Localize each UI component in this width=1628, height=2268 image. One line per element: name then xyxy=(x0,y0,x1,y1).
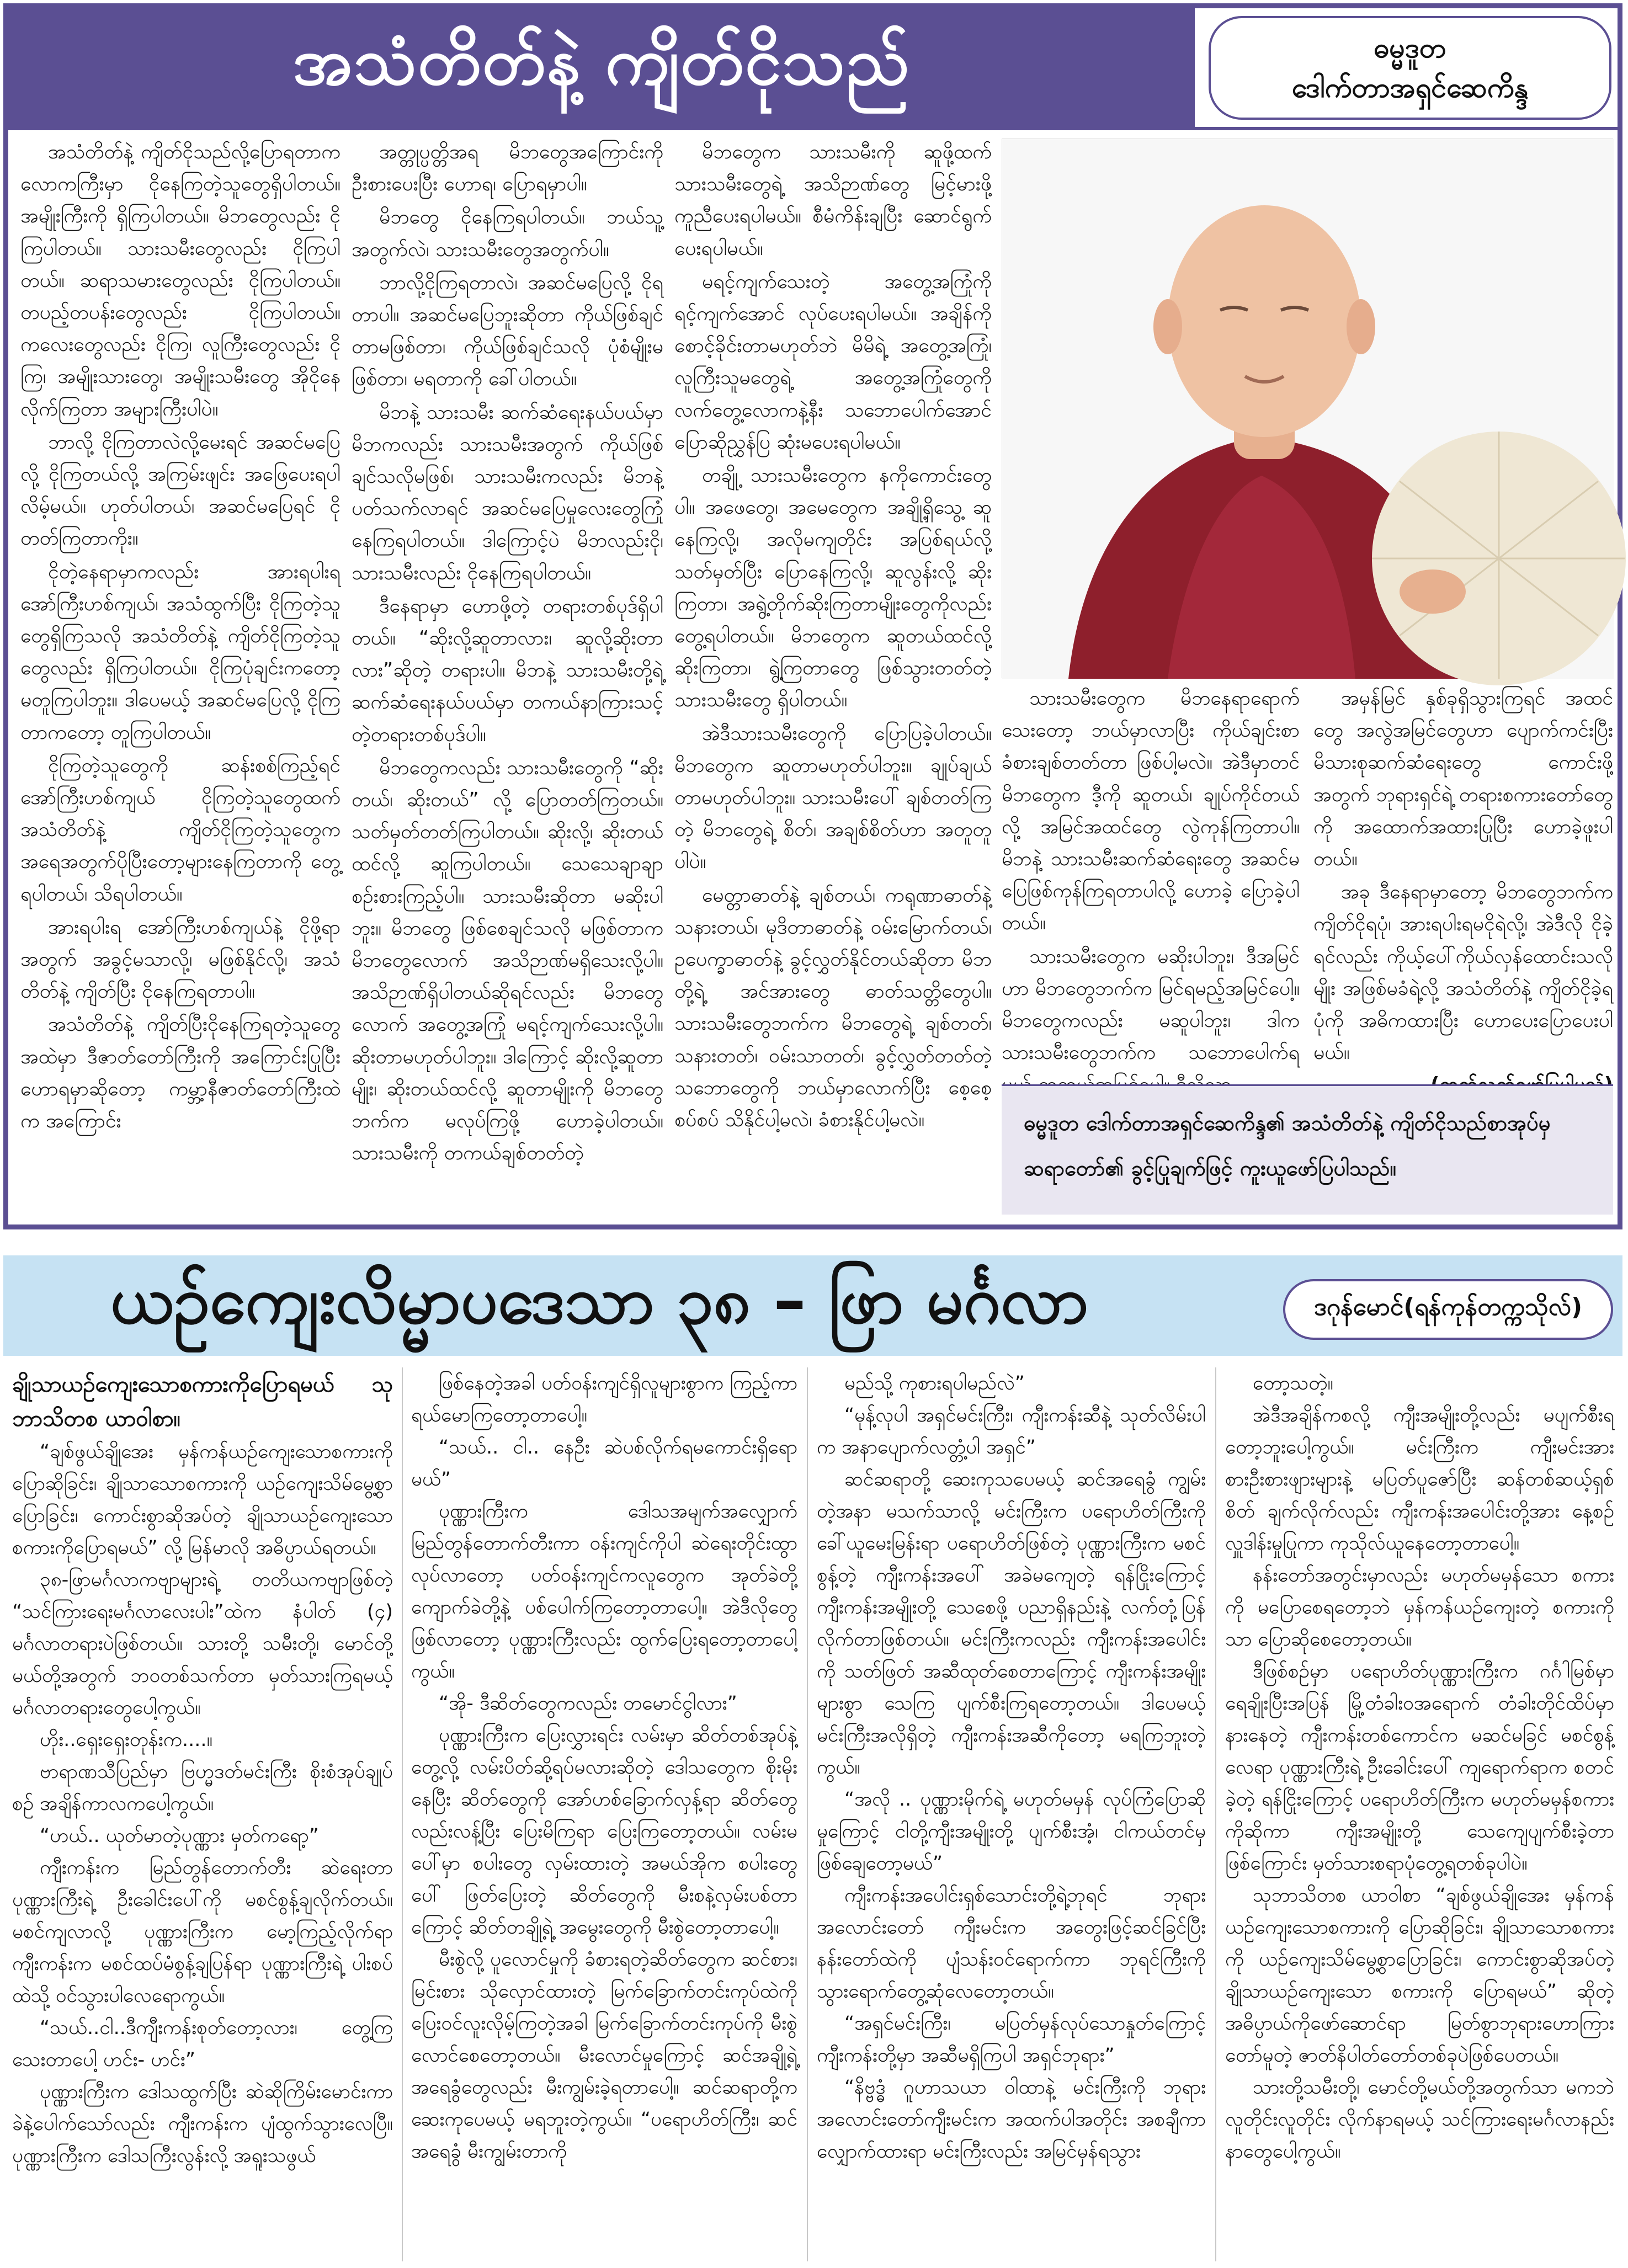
paragraph: ဟိုး..ရှေးရှေးတုန်းက....။ xyxy=(40,1729,213,1751)
article-1-title-banner xyxy=(8,8,1195,127)
paragraph: မီးစွဲလို့ ပူလောင်မှုကို ခံစားရတဲ့ဆိတ်တွေက ဆင်စား၊ မြင်းစား သိုလှောင်ထားတဲ့ မြက်ခြောက်တင်းကုပ်ထဲကို ပြေးဝင်လူးလိုမ့်ကြတဲ့အခါ မြက်ခြောက်တင်းကုပ်ကို မီးစွဲလောင်စေတော့တယ်။ မီးလောင်မှုကြောင့် ဆင်အချို့ရဲ့ အရေခွံတွေလည်း မီးကျွမ်းခဲ့ရတာပေါ့။ ဆင်ဆရာတို့က ဆေးကုပေမယ့် မရဘူးတဲ့ကွယ်။ “ပရောဟိတ်ကြီး၊ ဆင်အရေခွံ မီးကျွမ်းတာကို xyxy=(411,1948,797,2163)
paragraph: မိဘတွေကလည်း သားသမီးတွေကို “ဆိုးတယ်၊ ဆိုးတယ်” လို့ ပြောတတ်ကြတယ်။ သတ်မှတ်တတ်ကြပါတယ်။ ဆိုးလို့၊ ဆိုးတယ်ထင်လို့ ဆူကြပါတယ်။ သေသေချာချာ စဉ်းစားကြည့်ပါ။ သားသမီးဆိုတာ မဆိုးပါဘူး။ မိဘတွေ ဖြစ်စေချင်သလို မဖြစ်တာက မိဘတွေလောက် အသိဉာဏ်မရှိသေးလို့ပါ။ အသိဉာဏ်ရှိပါတယ်ဆိုရင်လည်း မိဘတွေလောက် အတွေ့အကြုံ မရင့်ကျက်သေးလို့ပါ။ ဆိုးတာမဟုတ်ပါဘူး။ ဒါကြောင့် ဆိုးလို့ဆူတာမျိုး၊ ဆိုးတယ်ထင်လို့ ဆူတာမျိုးကို မိဘတွေဘက်က မလုပ်ကြဖို့ ဟောခဲ့ပါတယ်။ သားသမီးကို တကယ်ချစ်တတ်တဲ့ xyxy=(352,756,663,1165)
paragraph: သားတို့သမီးတို့၊ မောင်တို့မယ်တို့အတွက်သာ မကဘဲ လူတိုင်းလူတိုင်း လိုက်နာရမယ့် သင်ကြားရေးမင်္ဂလာနည်းနာတွေပေါ့ကွယ်။ xyxy=(1225,2077,1614,2163)
paragraph: သားသမီးတွေက မိဘနေရာရောက်သေးတော့ ဘယ်မှာလာပြီး ကိုယ်ချင်းစာခံစားချစ်တတ်တာ ဖြစ်ပါ့မလဲ။ အဲဒီမှာတင် မိဘတွေက ဒီ့ကို ဆူတယ်၊ ချုပ်ကိုင်တယ်လို့ အမြင်အထင်တွေ လွဲကုန်ကြတာပါ။ မိဘနဲ့ သားသမီးဆက်ဆံရေးတွေ အဆင်မပြေဖြစ်ကုန်ကြရတာပါလို့ ဟောခဲ့ ပြောခဲ့ပါတယ်။ xyxy=(1002,687,1300,935)
paragraph: “အို- ဒီဆိတ်တွေကလည်း တမောင်ငွါလား” xyxy=(439,1692,737,1715)
byline-author: ဒေါက်တာအရှင်ဆေကိန္ဒ xyxy=(1291,72,1529,104)
paragraph: ဒီဖြစ်စဉ်မှာ ပရောဟိတ်ပုဏ္ဏားကြီးက ဂင်္ဂါမြစ်မှာ ရေချိုးပြီးအပြန် မြို့တံခါးဝအရောက် တံခါးတိုင်ထိပ်မှာ နားနေတဲ့ ကျီးကန်းတစ်ကောင်က မဆင်မခြင် မစင်စွန့်လေရာ ပုဏ္ဏားကြီးရဲ့ ဦးခေါင်းပေါ် ကျရောက်ရာက စတင်ခဲ့တဲ့ ရန်ငြိုးကြောင့် ပရောဟိတ်ကြီးက မဟုတ်မမှန်စကားကိုဆိုကာ ကျီးအမျိုးတို့ သေကျေပျက်စီးခဲ့တာဖြစ်ကြောင်း မှတ်သားစရာပုံတွေ့ရတစ်ခုပါပဲ။ xyxy=(1225,1660,1614,1875)
paragraph: မိဘနဲ့ သားသမီး ဆက်ဆံရေးနယ်ပယ်မှာ မိဘကလည်း သားသမီးအတွက် ကိုယ်ဖြစ်ချင်သလိုမဖြစ်၊ သားသမီးကလည်း မိဘနဲ့ပတ်သက်လာရင် အဆင်မပြေမှုလေးတွေကြုံနေကြရပါတယ်။ ဒါကြောင့်ပဲ မိဘလည်းငို၊ သားသမီးလည်း ငိုနေကြရပါတယ်။ xyxy=(352,401,663,584)
paragraph: မရင့်ကျက်သေးတဲ့ အတွေ့အကြုံကို ရင့်ကျက်အောင် လုပ်ပေးရပါမယ်။ အချိန်ကို စောင့်ခိုင်းတာမဟုတ်ဘဲ မိမိရဲ့ အတွေ့အကြုံ၊ လူကြီးသူမတွေရဲ့ အတွေ့အကြုံတွေကို လက်တွေ့လောကနဲ့နီး သဘောပေါက်အောင် ပြောဆိုညွှန်ပြ ဆုံးမပေးရပါမယ်။ xyxy=(674,270,992,454)
paragraph: ငိုတဲ့နေရာမှာကလည်း အားရပါးရ အော်ကြီးဟစ်ကျယ်၊ အသံထွက်ပြီး ငိုကြတဲ့သူတွေရှိကြသလို အသံတိတ်နဲ့ ကျိတ်ငိုကြတဲ့သူတွေလည်း ရှိကြပါတယ်။ ငိုကြပုံချင်းကတော့ မတူကြပါဘူး။ ဒါပေမယ့် အဆင်မပြေလို့ ငိုကြတာကတော့ တူကြပါတယ်။ xyxy=(20,560,341,744)
paragraph: အတ္တုပ္ပတ္တိအရ မိဘတွေအကြောင်းကို ဦးစားပေးပြီး ဟောရ၊ ပြောရမှာပါ။ xyxy=(352,141,663,196)
article-2-byline-text: ဒဂုန်မောင်(ရန်ကုန်တက္ကသိုလ်) xyxy=(1313,1293,1583,1321)
paragraph: ပုဏ္ဏားကြီးက ဒေါသထွက်ပြီး ဆဲဆိုကြိမ်းမောင်းကာ ခဲနဲ့ပေါက်သော်လည်း ကျီးကန်းက ပျံထွက်သွားလေပြီ။ ပုဏ္ဏားကြီးက ဒေါသကြီးလွန်းလို့ အရူးသဖွယ် xyxy=(12,2081,393,2167)
article-1-source-credit xyxy=(1002,1084,1613,1215)
paragraph: ပုဏ္ဏားကြီးက ပြေးလွှားရင်း လမ်းမှာ ဆိတ်တစ်အုပ်နဲ့တွေ့လို့ လမ်းပိတ်ဆို့ရပ်မလားဆိုတဲ့ ဒေါသတွေက စိုးမိုးနေပြီး ဆိတ်တွေကို အော်ဟစ်ခြောက်လှန့်ရာ ဆိတ်တွေလည်းလန့်ပြီး ပြေးမိကြရာ ပြေးကြတော့တယ်။ လမ်းမပေါ်မှာ စပါးတွေ လှမ်းထားတဲ့ အမယ်အိုက စပါးတွေပေါ် ဖြတ်ပြေးတဲ့ ဆိတ်တွေကို မီးစနဲ့လှမ်းပစ်တာကြောင့် ဆိတ်တချို့ရဲ့ အမွေးတွေကို မီးစွဲတော့တာပေါ့။ xyxy=(411,1724,797,1939)
article-2-column-1 xyxy=(12,1367,393,2261)
article-2-column-3 xyxy=(817,1367,1206,2261)
monk-portrait-photo xyxy=(1002,139,1613,678)
paragraph: သားသမီးတွေက မဆိုးပါဘူး၊ ဒီအမြင်ဟာ မိဘတွေဘက်က မြင်ရမည့်အမြင်ပေါ့။ မိဘတွေကလည်း မဆူပါဘူး၊ ဒါက သားသမီးတွေဘက်က သဘောပေါက်ရ xyxy=(1002,945,1300,1064)
paragraph: ဘာလို့ ငိုကြတာလဲလို့မေးရင် အဆင်မပြေလို့ ငိုကြတယ်လို့ အကြမ်းဖျင်း အဖြေပေးရပါလိမ့်မယ်။ ဟုတ်ပါတယ်၊ အဆင်မပြေရင် ငိုတတ်ကြတာကိုး။ xyxy=(20,430,341,550)
paragraph: တချို့ သားသမီးတွေက နကိုကောင်းတွေပါ။ အဖေတွေ၊ အမေတွေက အချို့ရှိသွေ့ ဆူနေကြလို့၊ အလိုမကျတိုင်း အပြစ်ရယ်လို့ သတ်မှတ်ပြီး ပြောနေကြလို့၊ ဆူလွန်းလို့ ဆိုးကြတာ၊ အရွဲ့တိုက်ဆိုးကြတာမျိုးတွေကိုလည်း တွေ့ရပါတယ်။ မိဘတွေက ဆူတယ်ထင်လို့ဆိုးကြတာ၊ ရွဲ့ကြတာတွေ ဖြစ်သွားတတ်တဲ့ သားသမီးတွေ ရှိပါတယ်။ xyxy=(674,464,992,712)
paragraph: အဲဒီအချိန်ကစလို့ ကျီးအမျိုးတို့လည်း မပျက်စီးရတော့ဘူးပေါ့ကွယ်။ မင်းကြီးက ကျီးမင်းအား စားဦးစားဖျားများနဲ့ မပြတ်ပူဇော်ပြီး ဆန်တစ်ဆယ့်ရှစ်စိတ် ချက်လိုက်လည်း ကျီးကန်းအပေါင်းတို့အား နေ့စဉ် လှူဒါန်းမှုပြုကာ ကုသိုလ်ယူနေတော့တာပေါ့။ xyxy=(1225,1404,1614,1554)
paragraph: တော့သတဲ့။ xyxy=(1253,1372,1333,1394)
lead-paragraph: ချိုသာယဉ်ကျေးသောစကားကိုပြောရမယ် သုဘာသိတစ ယာဝါစာ။ xyxy=(12,1372,393,1431)
paragraph: နန်းတော်အတွင်းမှာလည်း မဟုတ်မမှန်သော စကားကို မပြောစေရတော့ဘဲ မှန်ကန်ယဉ်ကျေးတဲ့ စကားကိုသာ ပြောဆိုစေတော့တယ်။ xyxy=(1225,1564,1614,1651)
paragraph: အသံတိတ်နဲ့ ကျိတ်ငိုသည်လို့ပြောရတာက လောကကြီးမှာ ငိုနေကြတဲ့သူတွေရှိပါတယ်။ အမျိုးကြီးကို ရှိကြပါတယ်။ မိဘတွေလည်း ငိုကြပါတယ်။ သားသမီးတွေလည်း ငိုကြပါတယ်။ ဆရာသမားတွေလည်း ငိုကြပါတယ်။ တပည့်တပန်းတွေလည်း ငိုကြပါတယ်။ ကလေးတွေလည်း ငိုကြ၊ လူကြီးတွေလည်း ငိုကြ၊ အမျိုးသားတွေ၊ အမျိုးသမီးတွေ အိုငိုနေလိုက်ကြတာ အများကြီးပါပဲ။ xyxy=(20,141,341,420)
paragraph: ဖြစ်နေတဲ့အခါ ပတ်ဝန်းကျင်ရှိလူများစွာက ကြည့်ကာ ရယ်မောကြတော့တာပေါ့။ xyxy=(411,1372,797,1426)
paragraph: အခု ဒီနေရာမှာတော့ မိဘတွေဘက်က ကျိတ်ငိုရပုံ၊ အားရပါးရမငိုရဲလို့၊ အဲဒီလို ငိုခဲ့ရင်လည်း ကိုယ့်ပေါ်ကိုယ်လှန်ထောင်းသလိုမျိုး အဖြစ်မခံရဲ့လို့ အသံတိတ်နဲ့ ကျိတ်ငိုခဲ့ရပုံကို အဓိကထားပြီး ဟောပေးပြောပေးပါမယ်။ xyxy=(1313,881,1613,1064)
paragraph: “ဟယ်.. ယုတ်မာတဲ့ပုဏ္ဏား မှတ်ကရော့” xyxy=(40,1825,319,1847)
article-1-column-1 xyxy=(20,136,341,1223)
article-2-title-text: ယဉ်ကျေးလိမ္မာပဒေသာ ၃၈ – ဖြာ မင်္ဂလာ xyxy=(110,1262,1089,1338)
paragraph: ပုဏ္ဏားကြီးက ဒေါသအမျက်အလျှောက် မြည်တွန်တောက်တီးကာ ဝန်းကျင်ကိုပါ ဆဲရေးတိုင်းထွာလုပ်လာတော့ ပတ်ဝန်းကျင်ကလူတွေက အုတ်ခဲတို့ ကျောက်ခဲတို့နဲ့ ပစ်ပေါက်ကြတော့တာပေါ့။ အဲဒီလိုတွေဖြစ်လာတော့ ပုဏ္ဏားကြီးလည်း ထွက်ပြေးရတော့တာပေါ့ကွယ်။ xyxy=(411,1500,797,1683)
paragraph: မည်သို့ ကုစားရပါမည်လဲ” xyxy=(844,1372,1025,1394)
paragraph: မိဘတွေက သားသမီးကို ဆူဖို့ထက် သားသမီးတွေရဲ့ အသိဉာဏ်တွေ မြင့်မားဖို့ကူညီပေးရပါမယ်။ စီမံကိန်းချပြီး ဆောင်ရွက်ပေးရပါမယ်။ xyxy=(674,141,992,260)
paragraph: ဗာရာဏသီပြည်မှာ ဗြဟ္မဒတ်မင်းကြီး စိုးစံအုပ်ချုပ်စဉ် အချိန်ကာလကပေါ့ကွယ်။ xyxy=(12,1761,393,1815)
article-1-byline xyxy=(1209,16,1611,120)
paragraph: “နိဗ္ဗဒ္ဓံ ဂူဟာသယာ ဝါထာနဲ့ မင်းကြီးကို ဘုရားအလောင်းတော်ကျီးမင်းက အထက်ပါအတိုင်း အစချီကာ လျှောက်ထားရာ မင်းကြီးလည်း အမြင်မှန်ရသွား xyxy=(817,2077,1206,2163)
paragraph: အမှန်မြင် နှစ်ခုရှိသွားကြရင် အထင်တွေ အလွဲအမြင်တွေဟာ ပျောက်ကင်းပြီး မိသားစုဆက်ဆံရေးတွေ ကောင်းဖို့ အတွက် ဘုရားရှင်ရဲ့ တရားစကားတော်တွေကို အထောက်အထားပြုပြီး ဟောခဲ့ဖူးပါတယ်။ xyxy=(1313,687,1613,871)
paragraph: ကျီးကန်းအပေါင်းရှစ်သောင်းတို့ရဲ့ဘုရင် ဘုရားအလောင်းတော် ကျီးမင်းက အတွေးဖြင့်ဆင်ခြင်ပြီး နန်းတော်ထဲကို ပျံသန်းဝင်ရောက်ကာ ဘုရင်ကြီးကို သွားရောက်တွေ့ဆုံလေတော့တယ်။ xyxy=(817,1884,1206,2003)
paragraph: “အရှင်မင်းကြီး၊ မပြတ်မှန်လုပ်သောနှုတ်ကြောင့် ကျီးကန်းတို့မှာ အဆီမရှိကြပါ အရှင်ဘုရား” xyxy=(817,2013,1206,2067)
paragraph: ကျီးကန်းက မြည်တွန်တောက်တီး ဆဲရေးတာ ပုဏ္ဏားကြီးရဲ့ ဦးခေါင်းပေါ်ကို မစင်စွန့်ချလိုက်တယ်။ မစင်ကျလာလို့ ပုဏ္ဏားကြီးက မော့ကြည့်လိုက်ရာ ကျီးကန်းက မစင်ထပ်မံစွန့်ချပြန်ရာ ပုဏ္ဏားကြီးရဲ့ ပါးစပ်ထဲသို့ ဝင်သွားပါလေရောကွယ်။ xyxy=(12,1857,393,2007)
paragraph: “အလို .. ပုဏ္ဏားမိုက်ရဲ့ မဟုတ်မမှန် လုပ်ကြံပြောဆိုမှုကြောင့် ငါတို့ကျီးအမျိုးတို့ ပျက်စီးအံ့၊ ငါကယ်တင်မှ ဖြစ်ချေတော့မယ်” xyxy=(817,1788,1206,1875)
paragraph: ဒီနေရာမှာ ဟောဖို့တဲ့ တရားတစ်ပုဒ်ရှိပါတယ်။ “ဆိုးလို့ဆူတာလား၊ ဆူလို့ဆိုးတာလား”ဆိုတဲ့ တရားပါ။ မိဘနဲ့ သားသမီးတို့ရဲ့ ဆက်ဆံရေးနယ်ပယ်မှာ တကယ်နာကြားသင့်တဲ့တရားတစ်ပုဒ်ပါ။ xyxy=(352,594,663,746)
paragraph: “ချစ်ဖွယ်ချိုအေး မှန်ကန်ယဉ်ကျေးသောစကားကိုပြောဆိုခြင်း၊ ချိုသာသောစကားကို ယဉ်ကျေးသိမ်မွေ့စွာပြောခြင်း၊ ကောင်းစွာဆိုအပ်တဲ့ ချိုသာယဉ်ကျေးသောစကားကိုပြောရမယ်” လို့ မြန်မာလို အဓိပ္ပာယ်ရတယ်။ xyxy=(12,1441,393,1559)
paragraph: သုဘာသိတစ ယာဝါစာ “ချစ်ဖွယ်ချိုအေး မှန်ကန်ယဉ်ကျေးသောစကားကို ပြောဆိုခြင်း၊ ချိုသာသောစကားကို ယဉ်ကျေးသိမ်မွေ့စွာပြောခြင်း၊ ကောင်းစွာဆိုအပ်တဲ့ ချိုသာယဉ်ကျေးသော စကားကို ပြောရမယ်” ဆိုတဲ့ အဓိပ္ပာယ်ကိုဖော်ဆောင်ရာ မြတ်စွာဘုရားဟောကြားတော်မူတဲ့ ဇာတ်နိပါတ်တော်တစ်ခုပဲဖြစ်ပေတယ်။ xyxy=(1225,1884,1614,2067)
paragraph: “သယ်..ငါ..ဒီကျီးကန်းစုတ်တော့လား၊ တွေ့ကြသေးတာပေါ့ ဟင်း- ဟင်း” xyxy=(12,2017,393,2071)
column-divider xyxy=(402,1367,403,2261)
title-rule xyxy=(8,127,1618,130)
paragraph: ငိုကြတဲ့သူတွေကို ဆန်းစစ်ကြည့်ရင် အော်ကြီးဟစ်ကျယ် ငိုကြတဲ့သူတွေထက် အသံတိတ်နဲ့ ကျိတ်ငိုကြတဲ့သူတွေက အရေအတွက်ပိုပြီးတော့များနေကြတာကို တွေ့ရပါတယ်၊ သိရပါတယ်။ xyxy=(20,754,341,906)
paragraph: အဲဒီသားသမီးတွေကို ပြောပြခဲ့ပါတယ်။ မိဘတွေက ဆူတာမဟုတ်ပါဘူး။ ချုပ်ချယ်တာမဟုတ်ပါဘူး။ သားသမီးပေါ် ချစ်တတ်ကြတဲ့ မိဘတွေရဲ့ စိတ်၊ အချစ်စိတ်ဟာ အတူတူပါပဲ။ xyxy=(674,722,992,874)
paragraph: ဆင်ဆရာတို့ ဆေးကုသပေမယ့် ဆင်အရေခွံ ကျွမ်းတဲ့အနာ မသက်သာလို့ မင်းကြီးက ပရောဟိတ်ကြီးကို ခေါ်ယူမေးမြန်းရာ ပရောဟိတ်ဖြစ်တဲ့ ပုဏ္ဏားကြီးက မစင်စွန့်တဲ့ ကျီးကန်းအပေါ် အခဲမကျေတဲ့ ရန်ငြိုးကြောင့် ကျီးကန်းအမျိုးတို့ သေစေဖို့ ပညာရှိနည်းနဲ့ လက်တုံ့ပြန်လိုက်တာဖြစ်တယ်။ မင်းကြီးကလည်း ကျီးကန်းအပေါင်းကို သတ်ဖြတ် အဆီထုတ်စေတာကြောင့် ကျီးကန်းအမျိုးများစွာ သေကြ ပျက်စီးကြရတော့တယ်။ ဒါပေမယ့် မင်းကြီးအလိုရှိတဲ့ ကျီးကန်းအဆီကိုတော့ မရကြဘူးတဲ့ကွယ်။ xyxy=(817,1468,1206,1779)
paragraph: “သယ်.. ငါ.. နေဦး ဆဲပစ်လိုက်ရမကောင်းရှိရောမယ်” xyxy=(411,1436,797,1490)
article-2-column-4 xyxy=(1225,1367,1614,2261)
article-1-column-4 xyxy=(1002,683,1300,1080)
paragraph: “မုန့်လုပါ အရှင်မင်းကြီး၊ ကျီးကန်းဆီနဲ့ သုတ်လိမ်းပါက အနာပျောက်လတ္တံ့ပါ အရှင်” xyxy=(817,1404,1206,1458)
article-2-title xyxy=(110,1262,1159,1348)
credit-text: ဓမ္မဒူတ ဒေါက်တာအရှင်ဆေကိန္ဒ၏ အသံတိတ်နဲ့ ကျိတ်ငိုသည်စာအုပ်မှ ဆရာတော်၏ ခွင့်ပြုချက်ဖြင့် ကူးယူဖော်ပြပါသည်။ xyxy=(1024,1111,1551,1180)
paragraph: ၃၈-ဖြာမင်္ဂလာကဗျာများရဲ့ တတိယကဗျာဖြစ်တဲ့ “သင်ကြားရေးမင်္ဂလာလေးပါး”ထဲက နံပါတ် (၄) မင်္ဂလာတရားပဲဖြစ်တယ်။ သားတို့ သမီးတို့၊ မောင်တို့မယ်တို့အတွက် ဘဝတစ်သက်တာ မှတ်သားကြရမယ့် မင်္ဂလာတရားတွေပေါ့ကွယ်။ xyxy=(12,1569,393,1719)
paragraph: မေတ္တာဓာတ်နဲ့ ချစ်တယ်၊ ကရုဏာဓာတ်နဲ့ သနားတယ်၊ မုဒိတာဓာတ်နဲ့ ဝမ်းမြောက်တယ်၊ ဥပေက္ခာဓာတ်နဲ့ ခွင့်လွှတ်နိုင်တယ်ဆိုတာ မိဘတို့ရဲ့ အင်အားတွေ ဓာတ်သတ္တိတွေပါ။ သားသမီးတွေဘက်က မိဘတွေရဲ့ ချစ်တတ်၊ သနားတတ်၊ ဝမ်းသာတတ်၊ ခွင့်လွှတ်တတ်တဲ့ သဘောတွေကို ဘယ်မှာလောက်ပြီး စေ့စေ့စပ်စပ် သိနိုင်ပါ့မလဲ၊ ခံစားနိုင်ပါ့မလဲ။ xyxy=(674,883,992,1132)
article-1-column-3 xyxy=(674,136,992,1223)
column-divider xyxy=(1215,1367,1216,2261)
paragraph: ဘာလို့ငိုကြရတာလဲ၊ အဆင်မပြေလို့ ငိုရတာပါ။ အဆင်မပြေဘူးဆိုတာ ကိုယ်ဖြစ်ချင်တာမဖြစ်တာ၊ ကိုယ်ဖြစ်ချင်သလို ပုံစံမျိုးမဖြစ်တာ၊ မရတာကို ခေါ်ပါတယ်။ xyxy=(352,271,663,391)
article-1-title: အသံတိတ်နဲ့ ကျိတ်ငိုသည် xyxy=(292,23,911,99)
article-1-column-2 xyxy=(352,136,663,1223)
monk-portrait-image xyxy=(1002,139,1614,679)
paragraph: အားရပါးရ အော်ကြီးဟစ်ကျယ်နဲ့ ငိုဖို့ရာအတွက် အခွင့်မသာလို့၊ မဖြစ်နိုင်လို့၊ အသံတိတ်နဲ့ ကျိတ်ပြီး ငိုနေကြရတာပါ။ xyxy=(20,915,341,1003)
article-2-byline xyxy=(1283,1279,1613,1340)
paragraph: မိဘတွေ ငိုနေကြရပါတယ်။ ဘယ်သူ့အတွက်လဲ၊ သားသမီးတွေအတွက်ပါ။ xyxy=(352,206,663,261)
article-1-column-5 xyxy=(1313,683,1613,1080)
column-divider xyxy=(807,1367,808,2261)
byline-title: ဓမ္မဒူတ xyxy=(1374,32,1446,64)
article-1 xyxy=(3,3,1622,1229)
article-2-column-2 xyxy=(411,1367,797,2261)
paragraph: အသံတိတ်နဲ့ ကျိတ်ပြီးငိုနေကြရတဲ့သူတွေအထဲမှာ ဒီဇာတ်တော်ကြီးကို အကြောင်းပြုပြီး ဟောရမှာဆိုတော့ ကမ္ဘာ့နီဇာတ်တော်ကြီးထဲက အကြောင်း xyxy=(20,1013,341,1133)
